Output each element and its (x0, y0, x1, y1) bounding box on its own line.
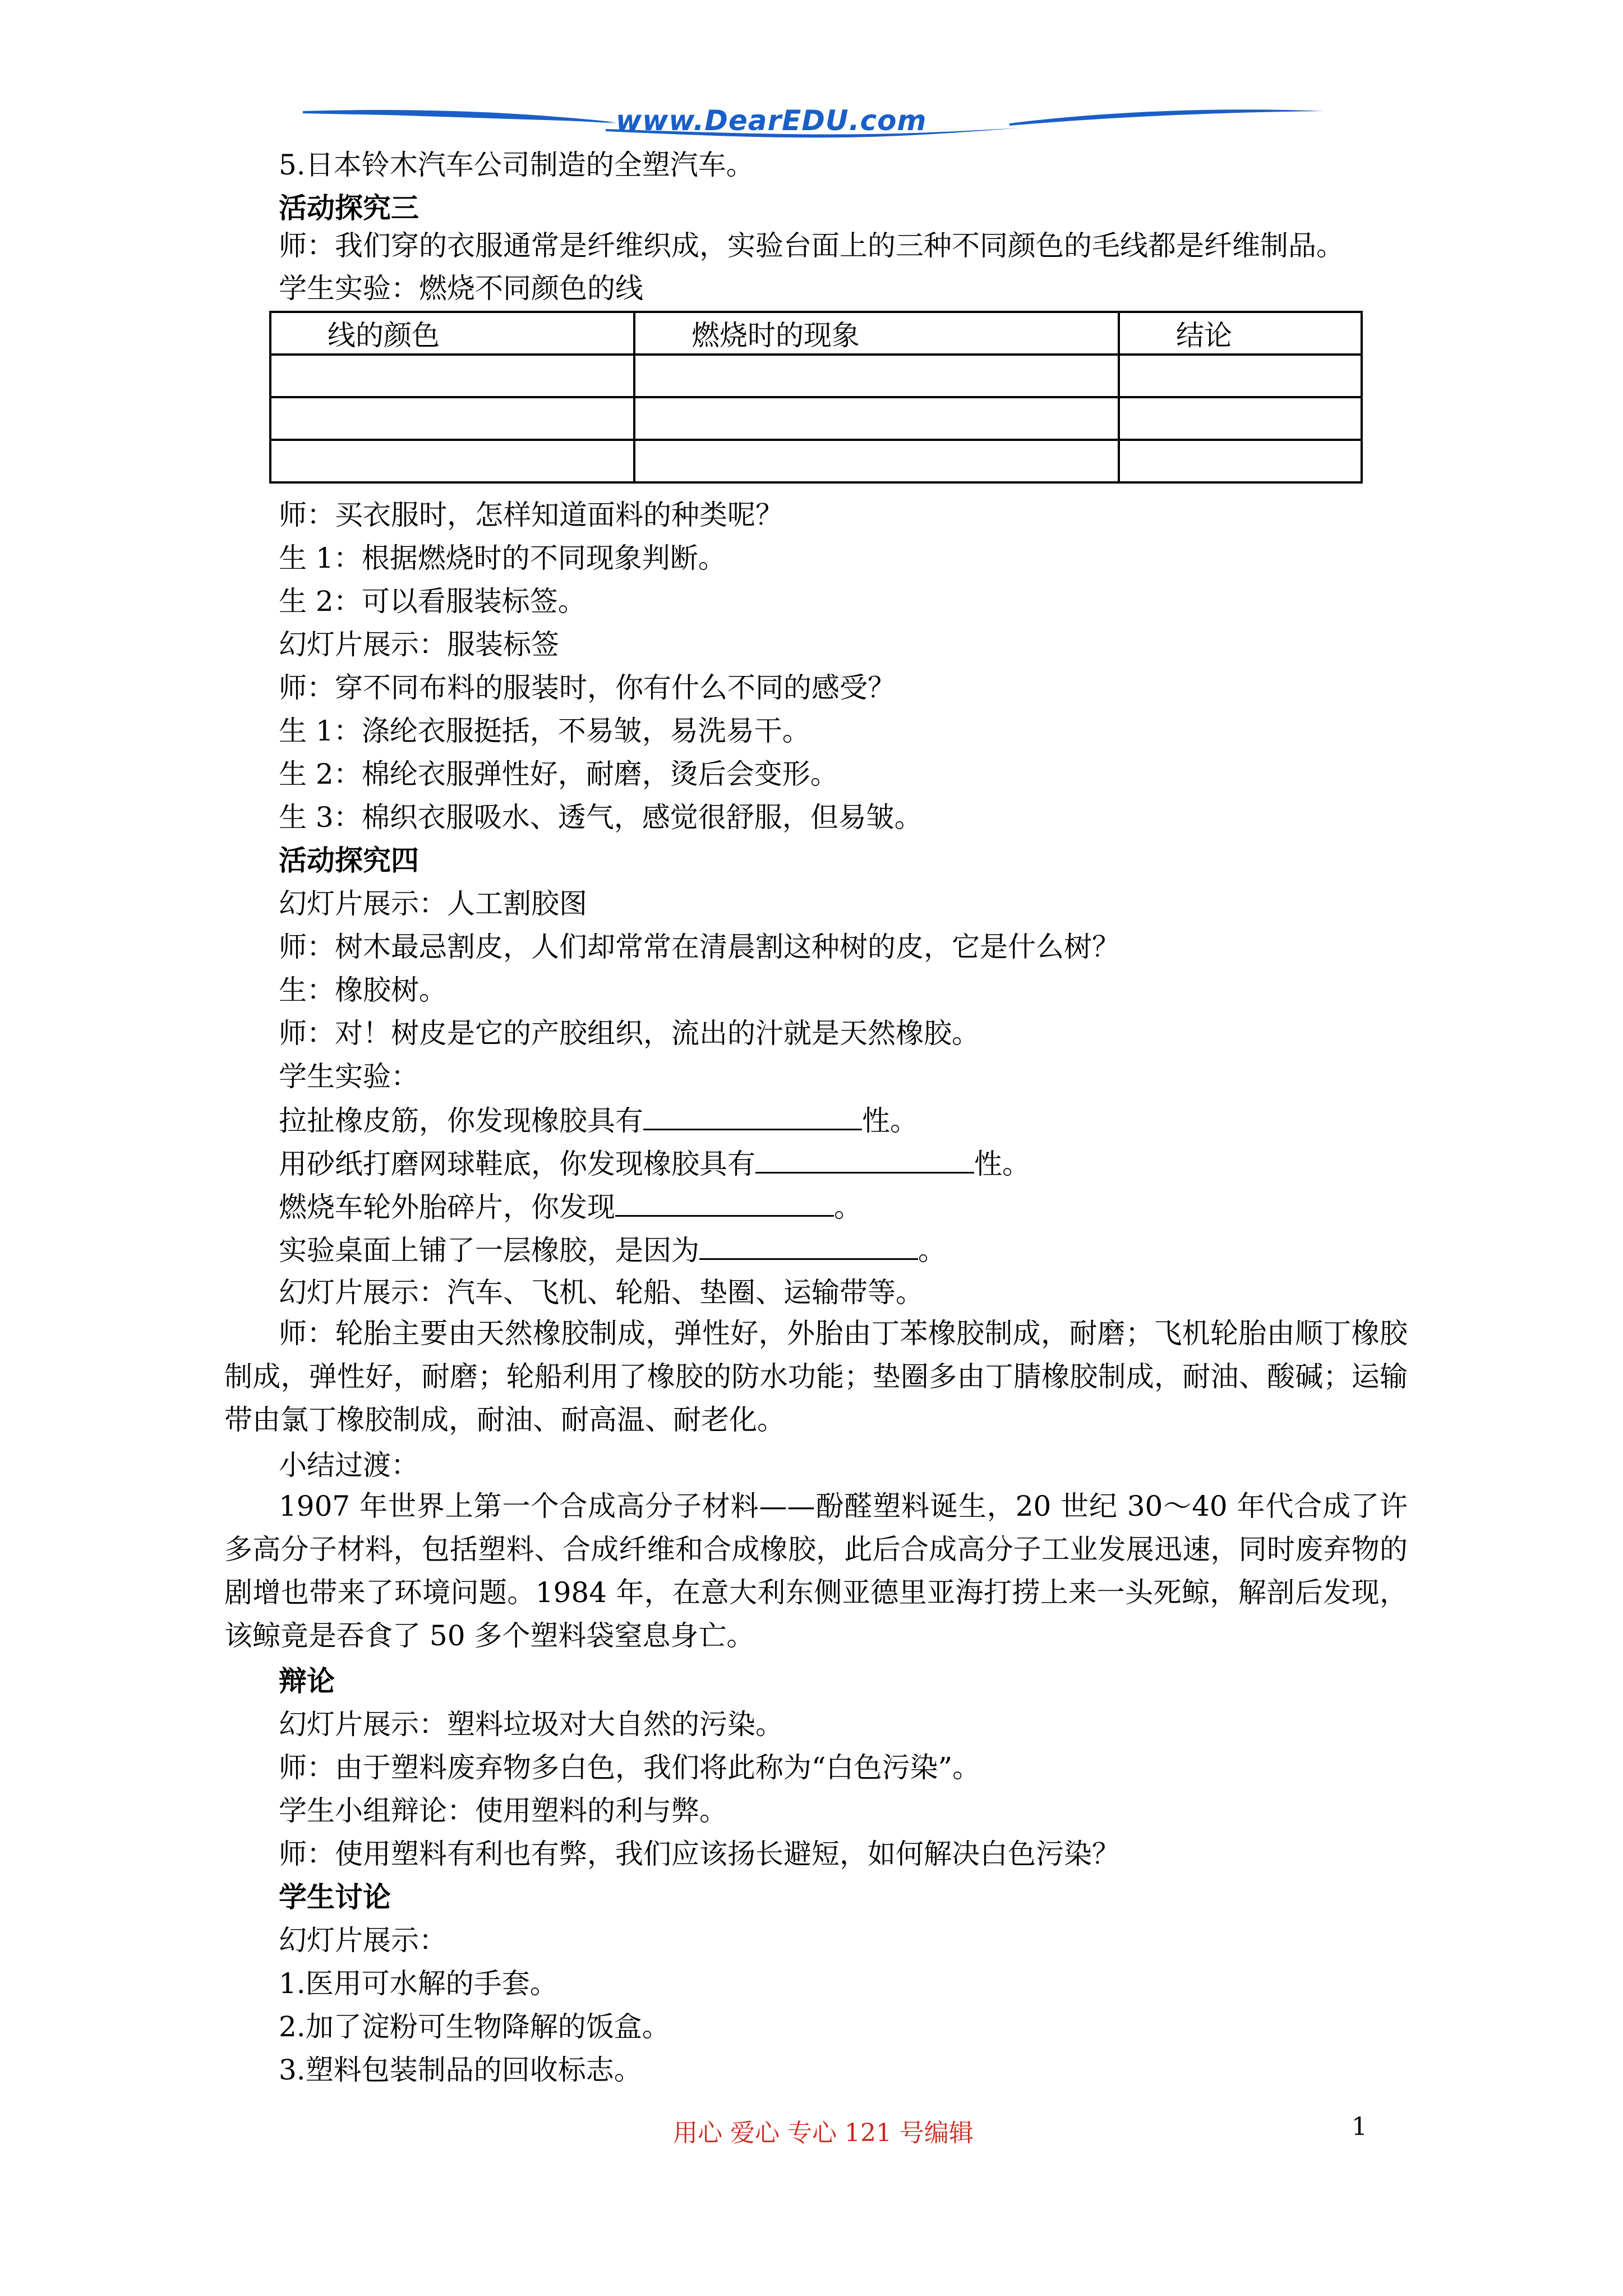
page-number: 1 (1352, 2113, 1367, 2141)
table-cell (634, 355, 1119, 397)
heading-activity-3: 活动探究三 (279, 192, 419, 224)
summary-label: 小结过渡： (279, 1449, 419, 1481)
body-line: 学生实验：燃烧不同颜色的线 (279, 272, 643, 305)
fill-in-prompt: 拉扯橡皮筋，你发现橡胶具有 (279, 1105, 643, 1137)
body-line: 师：穿不同布料的服装时，你有什么不同的感受？ (279, 671, 896, 704)
body-line: 幻灯片展示：汽车、飞机、轮船、垫圈、运输带等。 (279, 1276, 924, 1309)
body-line: 师：由于塑料废弃物多白色，我们将此称为“白色污染”。 (279, 1751, 981, 1784)
answer-blank (643, 1102, 862, 1130)
table-header-cell: 燃烧时的现象 (634, 312, 1119, 355)
body-line: 师：树木最忌割皮，人们却常常在清晨割这种树的皮，它是什么树？ (279, 931, 1120, 963)
fill-in-line (279, 1102, 918, 1139)
footer-text: 用心 爱心 专心 121 号编辑 (673, 2119, 974, 2147)
body-line: 生 2：可以看服装标签。 (279, 585, 586, 618)
body-line: 学生小组辩论：使用塑料的利与弊。 (279, 1795, 727, 1827)
table-header-cell: 线的颜色 (270, 312, 634, 355)
body-line: 1.医用可水解的手套。 (279, 1967, 558, 2000)
table-row (270, 397, 1362, 440)
body-line: 生 1：涤纶衣服挺括，不易皱，易洗易干。 (279, 715, 810, 747)
body-line: 学生实验： (279, 1060, 419, 1093)
body-line: 生：橡胶树。 (279, 974, 447, 1006)
body-line: 3.塑料包装制品的回收标志。 (279, 2054, 642, 2086)
table-cell (270, 355, 634, 397)
observation-table (269, 311, 1363, 484)
table-header-row (270, 312, 1362, 355)
heading-debate: 辩论 (279, 1665, 335, 1697)
fill-in-line (279, 1145, 1030, 1182)
fill-in-prompt: 燃烧车轮外胎碎片，你发现 (279, 1191, 615, 1223)
paragraph-tyres: 师：轮胎主要由天然橡胶制成，弹性好，外胎由丁苯橡胶制成，耐磨；飞机轮胎由顺丁橡胶制成，弹性好，耐磨；轮船利用了橡胶的防水功能；垫圈多由丁腈橡胶制成，耐油、酸碱；运输带由氯丁橡胶制成，耐油、耐高温、耐老化。 (224, 1317, 1408, 1436)
answer-blank (755, 1145, 974, 1174)
body-line: 生 1：根据燃烧时的不同现象判断。 (279, 542, 726, 574)
table-cell (270, 397, 634, 440)
table-cell (634, 440, 1119, 482)
body-line: 幻灯片展示：服装标签 (279, 628, 559, 661)
fill-in-suffix: 性。 (862, 1105, 918, 1137)
body-line: 幻灯片展示：塑料垃圾对大自然的污染。 (279, 1708, 783, 1741)
fill-in-prompt: 实验桌面上铺了一层橡胶，是因为 (279, 1234, 699, 1267)
fill-in-prompt: 用砂纸打磨网球鞋底，你发现橡胶具有 (279, 1148, 755, 1180)
fill-in-suffix: 性。 (974, 1148, 1030, 1180)
body-line: 生 3：棉织衣服吸水、透气，感觉很舒服，但易皱。 (279, 801, 923, 834)
table-cell (1119, 355, 1362, 397)
body-line: 师：使用塑料有利也有弊，我们应该扬长避短，如何解决白色污染？ (279, 1838, 1120, 1870)
table-cell (1119, 440, 1362, 482)
answer-blank (699, 1231, 918, 1260)
heading-activity-4: 活动探究四 (279, 844, 419, 877)
heading-discussion: 学生讨论 (279, 1881, 391, 1913)
table-header-cell: 结论 (1119, 312, 1362, 355)
body-line: 师：对！树皮是它的产胶组织，流出的汁就是天然橡胶。 (279, 1017, 980, 1050)
table-cell (634, 397, 1119, 440)
body-line: 生 2：棉纶衣服弹性好，耐磨，烫后会变形。 (279, 758, 838, 790)
body-line: 师：我们穿的衣服通常是纤维织成，实验台面上的三种不同颜色的毛线都是纤维制品。 (279, 229, 1344, 262)
table-row (270, 440, 1362, 482)
body-line: 幻灯片展示：人工割胶图 (279, 887, 587, 920)
fill-in-line (279, 1188, 862, 1225)
table-row (270, 355, 1362, 397)
fill-in-suffix: 。 (918, 1234, 946, 1267)
table-cell (270, 440, 634, 482)
fill-in-line (279, 1231, 946, 1268)
answer-blank (615, 1188, 834, 1217)
body-line: 师：买衣服时，怎样知道面料的种类呢？ (279, 499, 783, 531)
table-cell (1119, 397, 1362, 440)
fill-in-suffix: 。 (834, 1191, 862, 1223)
body-line: 2.加了淀粉可生物降解的饭盒。 (279, 2010, 670, 2043)
body-line: 5.日本铃木汽车公司制造的全塑汽车。 (279, 149, 754, 181)
body-line: 幻灯片展示： (279, 1924, 447, 1957)
paragraph-history: 1907 年世界上第一个合成高分子材料——酚醛塑料诞生，20 世纪 30～40 年代合成了许多高分子材料，包括塑料、合成纤维和合成橡胶，此后合成高分子工业发展迅速，同时废弃物的剧增也带来了环境问题。1984 年，在意大利东侧亚德里亚海打捞上来一头死鲸，解剖后发现，该鲸竟是吞食了 50 多个塑料袋窒息身亡。 (224, 1490, 1408, 1652)
site-logo-text: www.DearEDU.com (616, 104, 927, 137)
